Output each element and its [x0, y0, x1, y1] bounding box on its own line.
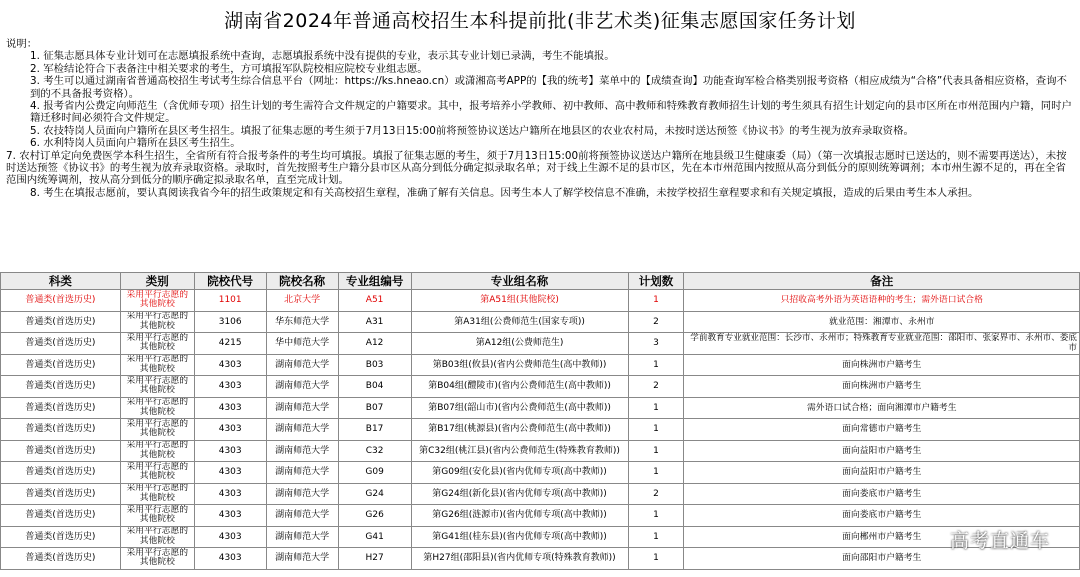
- group-code-cell: A12: [338, 333, 411, 355]
- group-code-cell: B03: [338, 354, 411, 376]
- remarks-cell: 面向娄底市户籍考生: [684, 483, 1080, 505]
- school-code-cell: 1101: [194, 290, 266, 312]
- remarks-cell: 学前教育专业就业范围：长沙市、永州市；特殊教育专业就业范围：邵阳市、张家界市、永州市、娄底市: [684, 333, 1080, 355]
- school-name-cell: 湖南师范大学: [266, 440, 338, 462]
- school-code-cell: 4303: [194, 548, 266, 570]
- plan-count-cell: 1: [628, 505, 684, 527]
- group-code-cell: A31: [338, 311, 411, 333]
- school-name-cell: 湖南师范大学: [266, 526, 338, 548]
- plan-table: [0, 272, 1080, 570]
- header-cell: 备注: [684, 273, 1080, 290]
- subject-cell: 普通类(首选历史): [1, 505, 121, 527]
- group-name-cell: 第A51组(其他院校): [411, 290, 628, 312]
- school-name-cell: 湖南师范大学: [266, 548, 338, 570]
- watermark: 高考直通车: [949, 530, 1050, 552]
- subject-cell: 普通类(首选历史): [1, 526, 121, 548]
- table-body: [1, 290, 1080, 570]
- group-name-cell: 第H27组(邵阳县)(省内优师专项(特殊教育教师)): [411, 548, 628, 570]
- table-row: [1, 462, 1080, 484]
- notes-section: [4, 38, 1074, 199]
- school-code-cell: 4303: [194, 462, 266, 484]
- school-code-cell: 3106: [194, 311, 266, 333]
- remarks-cell: 面向娄底市户籍考生: [684, 505, 1080, 527]
- subject-cell: 普通类(首选历史): [1, 354, 121, 376]
- note-item: 4. 报考省内公费定向师范生（含优师专项）招生计划的考生需符合文件规定的户籍要求。其中，报考培养小学教师、初中教师、高中教师和特殊教育教师招生计划的考生须具有招生计划定向的县市区所在市州范围内户籍，同时户籍迁移时间必须符合文件规定。: [30, 100, 1072, 125]
- category-cell: 采用平行志愿的其他院校: [120, 419, 194, 441]
- plan-count-cell: 1: [628, 290, 684, 312]
- table-row: [1, 397, 1080, 419]
- header-cell: 计划数: [628, 273, 684, 290]
- school-code-cell: 4303: [194, 397, 266, 419]
- plan-count-cell: 1: [628, 354, 684, 376]
- group-code-cell: G24: [338, 483, 411, 505]
- group-name-cell: 第B07组(韶山市)(省内公费师范生(高中教师)): [411, 397, 628, 419]
- plan-count-cell: 1: [628, 462, 684, 484]
- school-code-cell: 4303: [194, 376, 266, 398]
- category-cell: 采用平行志愿的其他院校: [120, 397, 194, 419]
- category-cell: 采用平行志愿的其他院校: [120, 290, 194, 312]
- header-cell: 科类: [1, 273, 121, 290]
- header-cell: 类别: [120, 273, 194, 290]
- school-code-cell: 4303: [194, 354, 266, 376]
- group-name-cell: 第C32组(桃江县)(省内公费师范生(特殊教育教师)): [411, 440, 628, 462]
- remarks-cell: 面向株洲市户籍考生: [684, 354, 1080, 376]
- school-name-cell: 华中师范大学: [266, 333, 338, 355]
- plan-count-cell: 2: [628, 311, 684, 333]
- plan-count-cell: 2: [628, 376, 684, 398]
- plan-count-cell: 1: [628, 419, 684, 441]
- remarks-cell: 面向常德市户籍考生: [684, 419, 1080, 441]
- note-item: 5. 农技特岗人员面向户籍所在县区考生招生。填报了征集志愿的考生须于7月13日15:00前将预签协议送达户籍所在地县区的农业农村局，未按时送达预签《协议书》的考生视为放弃录取资格。: [30, 124, 914, 137]
- subject-cell: 普通类(首选历史): [1, 397, 121, 419]
- remarks-cell: 面向郴州市户籍考生: [684, 526, 1080, 548]
- group-name-cell: 第G41组(桂东县)(省内优师专项(高中教师)): [411, 526, 628, 548]
- school-code-cell: 4303: [194, 505, 266, 527]
- note-item: 6. 水利特岗人员面向户籍所在县区考生招生。: [30, 137, 241, 150]
- school-code-cell: 4303: [194, 419, 266, 441]
- school-code-cell: 4303: [194, 440, 266, 462]
- plan-count-cell: 1: [628, 440, 684, 462]
- group-code-cell: C32: [338, 440, 411, 462]
- group-code-cell: H27: [338, 548, 411, 570]
- school-name-cell: 湖南师范大学: [266, 376, 338, 398]
- remarks-cell: 面向株洲市户籍考生: [684, 376, 1080, 398]
- group-code-cell: G41: [338, 526, 411, 548]
- plan-count-cell: 1: [628, 548, 684, 570]
- plan-count-cell: 3: [628, 333, 684, 355]
- table-row: [1, 526, 1080, 548]
- group-name-cell: 第B17组(桃源县)(省内公费师范生(高中教师)): [411, 419, 628, 441]
- category-cell: 采用平行志愿的其他院校: [120, 483, 194, 505]
- group-name-cell: 第B04组(醴陵市)(省内公费师范生(高中教师)): [411, 376, 628, 398]
- table-row: [1, 376, 1080, 398]
- table-header-row: [1, 273, 1080, 290]
- plan-count-cell: 1: [628, 526, 684, 548]
- page-title: 湖南省2024年普通高校招生本科提前批(非艺术类)征集志愿国家任务计划: [224, 10, 856, 32]
- table-row: [1, 354, 1080, 376]
- group-name-cell: 第A12组(公费师范生): [411, 333, 628, 355]
- table-row: [1, 440, 1080, 462]
- note-item: 7. 农村订单定向免费医学本科生招生，全省所有符合报考条件的考生均可填报。填报了征集志愿的考生，须于7月13日15:00前将预签协议送达户籍所在地县级卫生健康委（局）（第一次填报志愿时已送达的，则不需要再送达），未按时送达预签《协议书》的考生视为放弃录取资格。录取时，首先按照考生户籍分县市区从高分到低分确定拟录取名单；对于线上生源不足的县市区，先在本市州范围内按照从高分到低分的原则统筹调剂；本市州生源不足的，再在全省范围内统筹调剂，按从高分到低分的顺序确定拟录取名单，直至完成计划。: [6, 149, 1067, 187]
- subject-cell: 普通类(首选历史): [1, 440, 121, 462]
- category-cell: 采用平行志愿的其他院校: [120, 462, 194, 484]
- school-code-cell: 4303: [194, 483, 266, 505]
- header-cell: 院校代号: [194, 273, 266, 290]
- school-name-cell: 湖南师范大学: [266, 354, 338, 376]
- school-name-cell: 北京大学: [266, 290, 338, 312]
- note-item: 8. 考生在填报志愿前，要认真阅读我省今年的招生政策规定和有关高校招生章程，准确了解有关信息。因考生本人了解学校信息不准确，未按学校招生章程要求和有关规定填报，造成的后果由考生本人承担。: [30, 186, 979, 199]
- subject-cell: 普通类(首选历史): [1, 419, 121, 441]
- remarks-cell: 面向益阳市户籍考生: [684, 462, 1080, 484]
- remarks-cell: 面向益阳市户籍考生: [684, 440, 1080, 462]
- plan-count-cell: 1: [628, 397, 684, 419]
- table-row: [1, 419, 1080, 441]
- category-cell: 采用平行志愿的其他院校: [120, 526, 194, 548]
- group-name-cell: 第B03组(攸县)(省内公费师范生(高中教师)): [411, 354, 628, 376]
- school-name-cell: 湖南师范大学: [266, 462, 338, 484]
- category-cell: 采用平行志愿的其他院校: [120, 376, 194, 398]
- subject-cell: 普通类(首选历史): [1, 311, 121, 333]
- subject-cell: 普通类(首选历史): [1, 548, 121, 570]
- subject-cell: 普通类(首选历史): [1, 483, 121, 505]
- table-row: [1, 333, 1080, 355]
- table-row: [1, 290, 1080, 312]
- header-cell: 专业组名称: [411, 273, 628, 290]
- school-name-cell: 湖南师范大学: [266, 419, 338, 441]
- category-cell: 采用平行志愿的其他院校: [120, 440, 194, 462]
- table-row: [1, 311, 1080, 333]
- table-row: [1, 548, 1080, 570]
- subject-cell: 普通类(首选历史): [1, 333, 121, 355]
- group-code-cell: A51: [338, 290, 411, 312]
- category-cell: 采用平行志愿的其他院校: [120, 354, 194, 376]
- note-item: 2. 军检结论符合下表备注中相关要求的考生，方可填报军队院校相应院校专业组志愿。: [30, 62, 428, 75]
- notes-heading: 说明：: [6, 38, 38, 50]
- group-code-cell: G26: [338, 505, 411, 527]
- school-code-cell: 4303: [194, 526, 266, 548]
- subject-cell: 普通类(首选历史): [1, 376, 121, 398]
- table-row: [1, 505, 1080, 527]
- table-row: [1, 483, 1080, 505]
- remarks-cell: 需外语口试合格；面向湘潭市户籍考生: [684, 397, 1080, 419]
- group-code-cell: B07: [338, 397, 411, 419]
- category-cell: 采用平行志愿的其他院校: [120, 505, 194, 527]
- remarks-cell: 只招收高考外语为英语语种的考生；需外语口试合格: [684, 290, 1080, 312]
- note-item: 3. 考生可以通过湖南省普通高校招生考试考生综合信息平台（网址：https://ks.hneao.cn）或潇湘高考APP的【我的统考】菜单中的【成绩查询】功能查询军检合格类别报考资格（相应成绩为“合格”代表具备相应资格，查询不到的不具备报考资格）。: [30, 75, 1067, 100]
- subject-cell: 普通类(首选历史): [1, 462, 121, 484]
- note-item: 1. 征集志愿具体专业计划可在志愿填报系统中查询，志愿填报系统中没有提供的专业，表示其专业计划已录满，考生不能填报。: [30, 50, 615, 63]
- group-code-cell: B17: [338, 419, 411, 441]
- header-cell: 专业组编号: [338, 273, 411, 290]
- group-code-cell: B04: [338, 376, 411, 398]
- subject-cell: 普通类(首选历史): [1, 290, 121, 312]
- school-name-cell: 湖南师范大学: [266, 505, 338, 527]
- remarks-cell: 就业范围：湘潭市、永州市: [684, 311, 1080, 333]
- group-name-cell: 第G09组(安化县)(省内优师专项(高中教师)): [411, 462, 628, 484]
- group-name-cell: 第A31组(公费师范生(国家专项)): [411, 311, 628, 333]
- school-name-cell: 华东师范大学: [266, 311, 338, 333]
- school-name-cell: 湖南师范大学: [266, 397, 338, 419]
- group-code-cell: G09: [338, 462, 411, 484]
- category-cell: 采用平行志愿的其他院校: [120, 333, 194, 355]
- category-cell: 采用平行志愿的其他院校: [120, 548, 194, 570]
- group-name-cell: 第G26组(涟源市)(省内优师专项(高中教师)): [411, 505, 628, 527]
- group-name-cell: 第G24组(新化县)(省内优师专项(高中教师)): [411, 483, 628, 505]
- header-cell: 院校名称: [266, 273, 338, 290]
- remarks-cell: 面向邵阳市户籍考生: [684, 548, 1080, 570]
- school-code-cell: 4215: [194, 333, 266, 355]
- category-cell: 采用平行志愿的其他院校: [120, 311, 194, 333]
- school-name-cell: 湖南师范大学: [266, 483, 338, 505]
- plan-count-cell: 2: [628, 483, 684, 505]
